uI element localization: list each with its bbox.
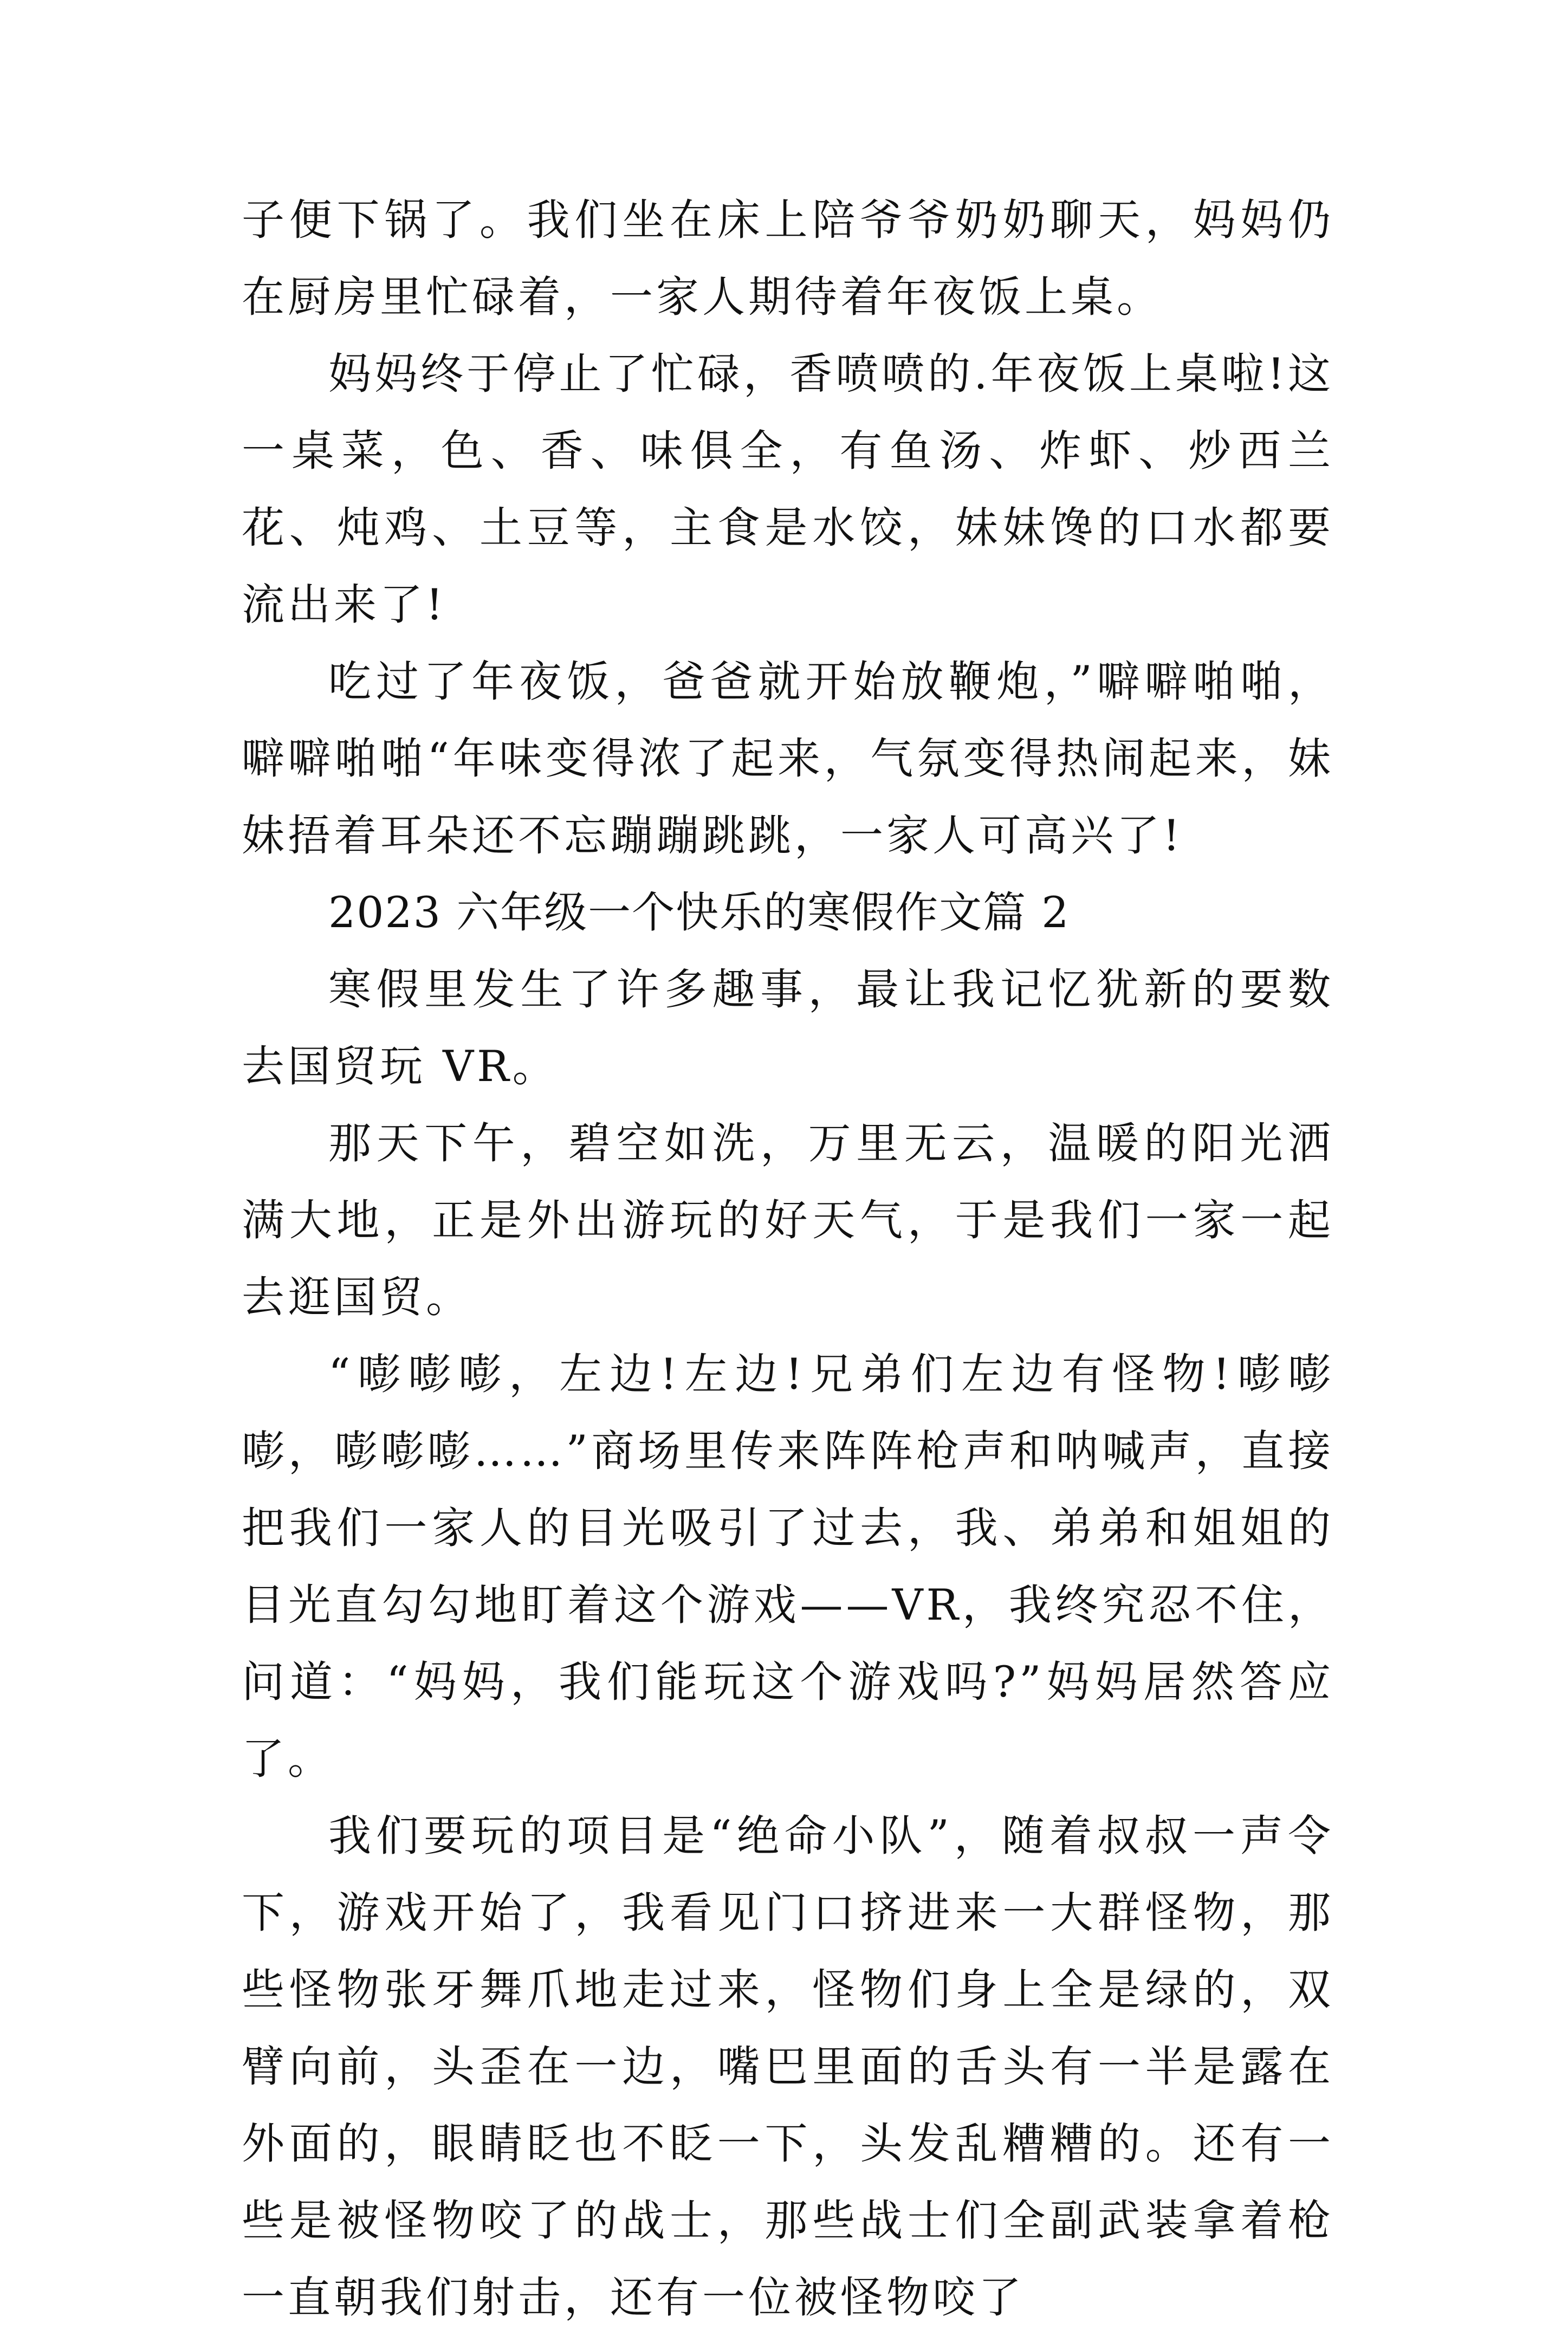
paragraph: 我们要玩的项目是“绝命小队”，随着叔叔一声令下，游戏开始了，我看见门口挤进来一大群怪物，那些怪物张牙舞爪地走过来，怪物们身上全是绿的，双臂向前，头歪在一边，嘴巴里面的舌头有一半是露在外面的，眼睛眨也不眨一下，头发乱糟糟的。还有一些是被怪物咬了的战士，那些战士们全副武装拿着枪一直朝我们射击，还有一位被怪物咬了 bbox=[242, 1811, 1334, 2322]
section-heading: 2023 六年级一个快乐的寒假作文篇 2 bbox=[328, 888, 1070, 937]
paragraph: 吃过了年夜饭，爸爸就开始放鞭炮，”噼噼啪啪，噼噼啪啪“年味变得浓了起来，气氛变得热闹起来，妹妹捂着耳朵还不忘蹦蹦跳跳，一家人可高兴了! bbox=[242, 657, 1334, 860]
document-body bbox=[242, 182, 1334, 2336]
paragraph: 那天下午，碧空如洗，万里无云，温暖的阳光洒满大地，正是外出游玩的好天气，于是我们一家一起去逛国贸。 bbox=[242, 1118, 1334, 1322]
paragraph: 寒假里发生了许多趣事，最让我记忆犹新的要数去国贸玩 VR。 bbox=[242, 965, 1334, 1091]
paragraph: “嘭嘭嘭，左边!左边!兄弟们左边有怪物!嘭嘭嘭，嘭嘭嘭……”商场里传来阵阵枪声和呐喊声，直接把我们一家人的目光吸引了过去，我、弟弟和姐姐的目光直勾勾地盯着这个游戏——VR，我终究忍不住，问道：“妈妈，我们能玩这个游戏吗?”妈妈居然答应了。 bbox=[242, 1349, 1334, 1784]
paragraph: 妈妈终于停止了忙碌，香喷喷的.年夜饭上桌啦!这一桌菜，色、香、味俱全，有鱼汤、炸虾、炒西兰花、炖鸡、土豆等，主食是水饺，妹妹馋的口水都要流出来了! bbox=[242, 349, 1334, 630]
paragraph: 子便下锅了。我们坐在床上陪爷爷奶奶聊天，妈妈仍在厨房里忙碌着，一家人期待着年夜饭上桌。 bbox=[242, 195, 1334, 322]
